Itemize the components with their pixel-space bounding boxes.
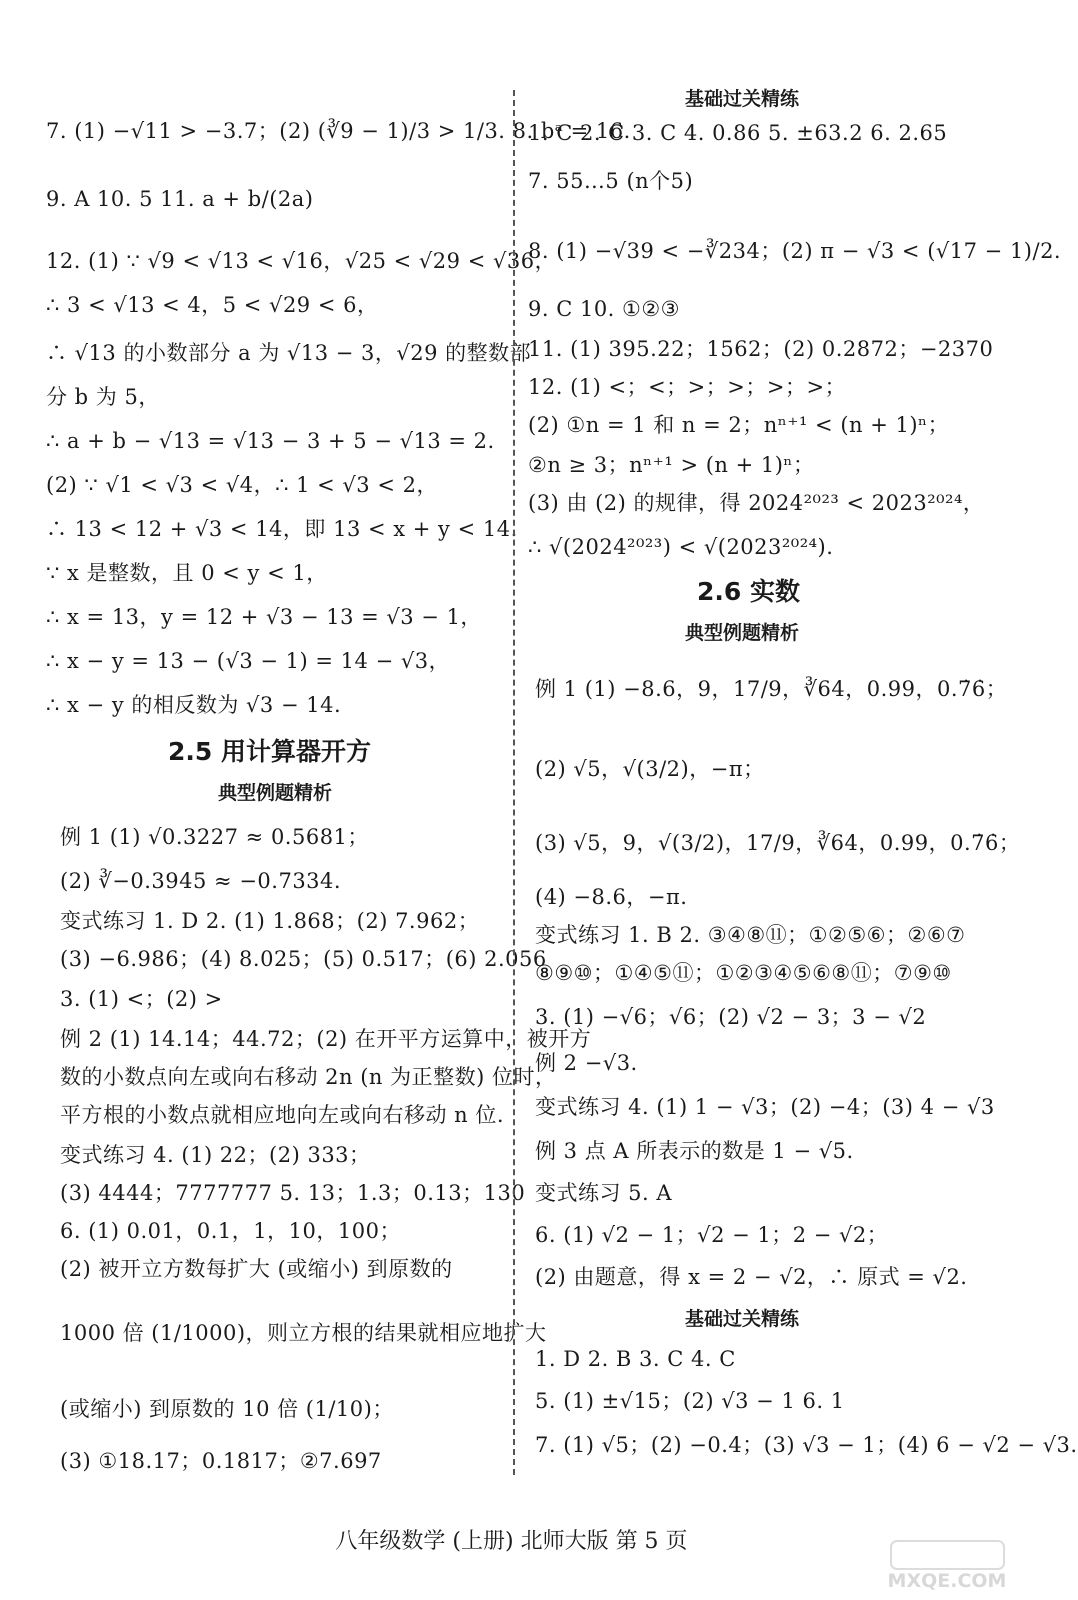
- answer-line: 数的小数点向左或向右移动 2n (n 为正整数) 位时，: [60, 1065, 557, 1089]
- answer-line: ②n ≥ 3；nⁿ⁺¹ > (n + 1)ⁿ；: [528, 453, 815, 477]
- answer-line: 平方根的小数点就相应地向左或向右移动 n 位.: [60, 1103, 505, 1127]
- answer-line: 1. C 2. C 3. C 4. 0.86 5. ±63.2 6. 2.65: [528, 121, 948, 145]
- answer-line: 3. (1) −√6；√6；(2) √2 − 3；3 − √2: [535, 1005, 927, 1029]
- answer-line: 11. (1) 395.22；1562；(2) 0.2872；−2370: [528, 337, 994, 361]
- answer-line: 9. C 10. ①②③: [528, 297, 681, 321]
- answer-line: (3) −6.986；(4) 8.025；(5) 0.517；(6) 2.056: [60, 947, 547, 971]
- watermark-logo: [887, 1540, 1007, 1592]
- section-title: 2.5 用计算器开方: [168, 737, 371, 766]
- answer-line: (2) ①n = 1 和 n = 2；nⁿ⁺¹ < (n + 1)ⁿ；: [528, 413, 950, 437]
- answer-line: 9. A 10. 5 11. a + b/(2a): [46, 187, 314, 211]
- answer-line: 12. (1) ∵ √9 < √13 < √16，√25 < √29 < √36，: [46, 249, 557, 273]
- section-subtitle: 典型例题精析: [218, 782, 333, 804]
- answer-line: (2) ∛−0.3945 ≈ −0.7334.: [60, 869, 342, 893]
- watermark-text: MXQE.COM: [887, 1570, 1007, 1592]
- section-subtitle: 基础过关精练: [685, 1308, 800, 1330]
- answer-line: ∴ √(2024²⁰²³) < √(2023²⁰²⁴).: [528, 535, 834, 559]
- answer-line: 7. (1) √5；(2) −0.4；(3) √3 − 1；(4) 6 − √2 − √3.: [535, 1433, 1078, 1457]
- answer-line: 变式练习 1. B 2. ③④⑧⑪；①②⑤⑥；②⑥⑦: [535, 923, 966, 947]
- answer-line: ∴ x = 13，y = 12 + √3 − 13 = √3 − 1，: [46, 605, 482, 629]
- answer-line: 分 b 为 5，: [46, 385, 160, 409]
- section-subtitle: 基础过关精练: [685, 88, 800, 110]
- answer-line: 7. 55…5 (n个5): [528, 169, 694, 193]
- answer-line: (或缩小) 到原数的 10 倍 (1/10)；: [60, 1397, 394, 1421]
- answer-line: (2) 被开立方数每扩大 (或缩小) 到原数的: [60, 1257, 453, 1281]
- answer-line: (3) √5，9，√(3/2)，17/9，∛64，0.99，0.7̇6̇；: [535, 831, 1021, 855]
- answer-line: (2) √5，√(3/2)，−π；: [535, 757, 765, 781]
- answer-line: 例 2 (1) 14.14；44.72；(2) 在开平方运算中，被开方: [60, 1027, 592, 1051]
- page-footer: 八年级数学 (上册) 北师大版 第 5 页: [335, 1529, 688, 1554]
- answer-line: ⑧⑨⑩；①④⑤⑪；①②③④⑤⑥⑧⑪；⑦⑨⑩: [535, 961, 952, 985]
- section-title: 2.6 实数: [697, 577, 800, 606]
- answer-line: ∴ 3 < √13 < 4，5 < √29 < 6，: [46, 293, 379, 317]
- answer-line: (3) 4444；7777777 5. 13；1.3；0.13；130: [60, 1181, 526, 1205]
- answer-line: (3) 由 (2) 的规律，得 2024²⁰²³ < 2023²⁰²⁴，: [528, 491, 985, 515]
- answer-line: 1000 倍 (1/1000)，则立方根的结果就相应地扩大: [60, 1321, 547, 1345]
- answer-line: 例 1 (1) √0.3227 ≈ 0.5681；: [60, 825, 369, 849]
- answer-line: 3. (1) <；(2) >: [60, 987, 223, 1011]
- answer-line: (3) ①18.17；0.1817；②7.697: [60, 1449, 382, 1473]
- answer-line: (2) 由题意，得 x = 2 − √2，∴ 原式 = √2.: [535, 1265, 968, 1289]
- answer-line: ∵ x 是整数，且 0 < y < 1，: [46, 561, 328, 585]
- answer-line: 变式练习 4. (1) 22；(2) 333；: [60, 1143, 371, 1167]
- answer-line: 7. (1) −√11 > −3.7；(2) (∛9 − 1)/3 > 1/3. 8. bᵃ = 16.: [46, 119, 631, 143]
- answer-line: (4) −8.6，−π.: [535, 885, 688, 909]
- answer-line: ∴ a + b − √13 = √13 − 3 + 5 − √13 = 2.: [46, 429, 495, 453]
- answer-line: 变式练习 1. D 2. (1) 1.868；(2) 7.962；: [60, 909, 480, 933]
- answer-line: ∴ x − y = 13 − (√3 − 1) = 14 − √3，: [46, 649, 451, 673]
- answer-line: 5. (1) ±√15；(2) √3 − 1 6. 1: [535, 1389, 845, 1413]
- answer-line: ∴ √13 的小数部分 a 为 √13 − 3，√29 的整数部: [46, 341, 532, 365]
- answer-line: 6. (1) √2 − 1；√2 − 1；2 − √2；: [535, 1223, 889, 1247]
- section-subtitle: 典型例题精析: [685, 622, 800, 644]
- answer-line: 变式练习 4. (1) 1 − √3；(2) −4；(3) 4 − √3: [535, 1095, 995, 1119]
- answer-line: ∴ 13 < 12 + √3 < 14，即 13 < x + y < 14.: [46, 517, 518, 541]
- answer-line: (2) ∵ √1 < √3 < √4，∴ 1 < √3 < 2，: [46, 473, 438, 497]
- answer-line: 12. (1) <；<；>；>；>；>；: [528, 375, 847, 399]
- answer-line: 例 2 −√3.: [535, 1051, 638, 1075]
- answer-line: 变式练习 5. A: [535, 1181, 673, 1205]
- answer-line: 例 3 点 A 所表示的数是 1 − √5.: [535, 1139, 854, 1163]
- column-divider: [513, 90, 515, 1475]
- answer-line: 1. D 2. B 3. C 4. C: [535, 1347, 736, 1371]
- answer-line: 例 1 (1) −8.6，9，17/9，∛64，0.99，0.7̇6̇；: [535, 677, 1008, 701]
- answer-line: 8. (1) −√39 < −∛234；(2) π − √3 < (√17 − 1)/2.: [528, 239, 1062, 263]
- answer-line: ∴ x − y 的相反数为 √3 − 14.: [46, 693, 342, 717]
- answer-line: 6. (1) 0.01，0.1，1，10，100；: [60, 1219, 401, 1243]
